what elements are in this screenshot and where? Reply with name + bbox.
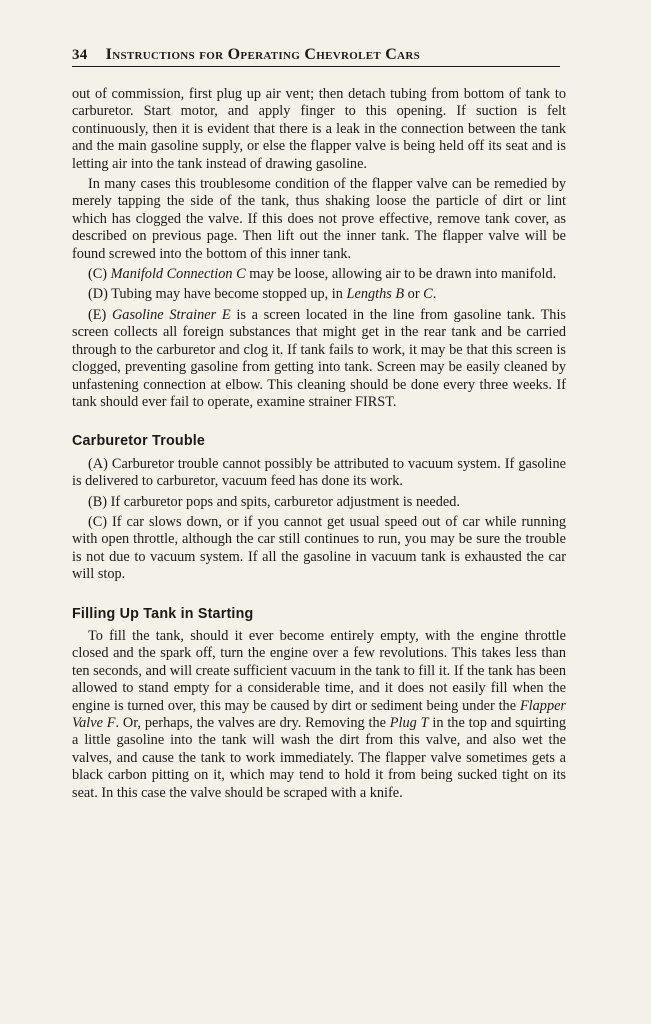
paragraph-item-e: (E) Gasoline Strainer E is a screen located in the line from gasoline tank. This screen collects all foreign substances that might get in the rear tank and be carried through to the carburetor and clog it. If tank fails to work, it may be that this screen is clogged, preventing gasoline from getting into tank. Screen may be easily cleaned by unfastening connection at elbow. This cleaning should be done every three weeks. If tank should ever fail to operate, examine strainer FIRST. xyxy=(72,306,566,410)
section-heading-filling: Filling Up Tank in Starting xyxy=(72,605,254,622)
paragraph: In many cases this troublesome condition of the flapper valve can be remedied by merely tapping the side of the tank, thus shaking loose the particle of dirt or lint which has clogged the valve. If this does not prove effective, remove tank cover, as described on previous page. Then lift out the inner tank. The flapper valve will be found screwed into the bottom of this inner tank. xyxy=(72,176,566,262)
paragraph: (A) Carburetor trouble cannot possibly be attributed to vacuum system. If gasoline is delivered to carburetor, vacuum feed has done its work. xyxy=(72,455,566,490)
page-number: 34 xyxy=(72,47,88,63)
page-body xyxy=(72,86,566,805)
section-heading-carburetor: Carburetor Trouble xyxy=(72,433,206,450)
running-title: Instructions for Operating Chevrolet Cars xyxy=(105,46,421,63)
paragraph: (B) If carburetor pops and spits, carburetor adjustment is needed. xyxy=(88,493,460,510)
paragraph-filling: To fill the tank, should it ever become entirely empty, with the engine throttle closed and the spark off, turn the engine over a few revolutions. This takes less than ten seconds, and will create sufficient vacuum in the tank to fill it. If the tank has been allowed to stand empty for a considerable time, and it does not easily fill when the engine is turned over, this may be caused by dirt or sediment being under the Flapper Valve F. Or, perhaps, the valves are dry. Removing the Plug T in the top and squirting a little gasoline into the tank will wash the dirt from this valve, and also wet the valves, and cause the tank to work immediately. The flapper valve sometimes gets a black carbon pitting on it, which may tend to hold it from being sucked tight on its seat. In this case the valve should be scraped with a knife. xyxy=(72,627,566,801)
paragraph: out of commission, first plug up air vent; then detach tubing from bottom of tank to carburetor. Start motor, and apply finger to this opening. If suction is felt continuously, then it is evident that there is a leak in the connection between the tank and the main gasoline supply, or else the flapper valve is being held off its seat and is letting air into the tank instead of drawing gasoline. xyxy=(72,86,566,172)
running-header xyxy=(72,46,560,67)
paragraph: (C) If car slows down, or if you cannot get usual speed out of car while running with open throttle, although the car still continues to run, you may be sure the trouble is not due to vacuum system. If all the gasoline in vacuum tank is exhausted the car will stop. xyxy=(72,513,566,583)
paragraph-item-c: (C) Manifold Connection C may be loose, allowing air to be drawn into manifold. xyxy=(88,266,557,283)
paragraph-item-d: (D) Tubing may have become stopped up, in Lengths B or C. xyxy=(88,286,437,303)
